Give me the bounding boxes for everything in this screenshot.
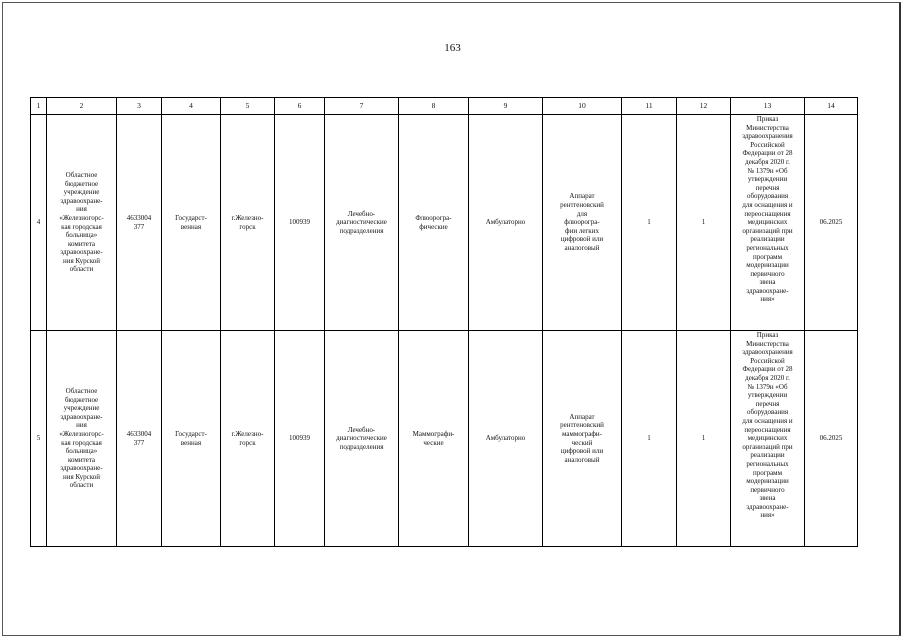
organization-cell: Областное бюджетное учреждение здравоохране- ния «Железногорс- кая городская больница» комитета здравоохране- ния Курской области [47,115,117,331]
equipment-cell: Аппарат рентгеновский для флюорогра- фии легких цифровой или аналоговый [543,115,622,331]
regulation-cell: Приказ Министерства здравоохранения Российской Федерации от 28 декабря 2020 г. № 1379н «Об утверждении перечня оборудования для оснащения и переоснащения медицинских организаций при реализации региональных программ модернизации первичного звена здравоохране- ния» [731,115,805,331]
column-header: 2 [47,98,117,115]
city-cell: г.Железно- горск [221,115,275,331]
column-header: 10 [543,98,622,115]
column-header: 14 [805,98,858,115]
quantity-cell: 1 [622,331,677,547]
row-number-cell: 4 [31,115,47,331]
department-cell: Маммографи- ческие [399,331,469,547]
regulation-cell: Приказ Министерства здравоохранения Российской Федерации от 28 декабря 2020 г. № 1379н «Об утверждении перечня оборудования для оснащения и переоснащения медицинских организаций при реализации региональных программ модернизации первичного звена здравоохране- ния» [731,331,805,547]
quantity-cell: 1 [622,115,677,331]
column-header: 11 [622,98,677,115]
code-cell: 100939 [275,115,325,331]
column-header: 1 [31,98,47,115]
date-cell: 06.2025 [805,331,858,547]
equipment-cell: Аппарат рентгеновский маммографи- ческий цифровой или аналоговый [543,331,622,547]
date-cell: 06.2025 [805,115,858,331]
city-cell: г.Железно- горск [221,331,275,547]
page-number: 163 [444,42,461,54]
column-header: 3 [117,98,162,115]
table-row [31,331,858,547]
department-cell: Флюорогра- фические [399,115,469,331]
equipment-table [30,97,858,547]
division-cell: Лечебно- диагностические подразделения [325,115,399,331]
code-cell: 100939 [275,331,325,547]
care-type-cell: Амбулаторно [469,115,543,331]
ownership-cell: Государст- венная [162,331,221,547]
column-header: 6 [275,98,325,115]
column-header: 9 [469,98,543,115]
care-type-cell: Амбулаторно [469,331,543,547]
column-header: 7 [325,98,399,115]
column-header: 12 [677,98,731,115]
table-row [31,115,858,331]
quantity-cell: 1 [677,115,731,331]
inn-cell: 4633004 377 [117,115,162,331]
organization-cell: Областное бюджетное учреждение здравоохране- ния «Железногорс- кая городская больница» комитета здравоохране- ния Курской области [47,331,117,547]
division-cell: Лечебно- диагностические подразделения [325,331,399,547]
header-row [31,98,858,115]
quantity-cell: 1 [677,331,731,547]
ownership-cell: Государст- венная [162,115,221,331]
inn-cell: 4633004 377 [117,331,162,547]
row-number-cell: 5 [31,331,47,547]
column-header: 4 [162,98,221,115]
column-header: 8 [399,98,469,115]
column-header: 13 [731,98,805,115]
column-header: 5 [221,98,275,115]
